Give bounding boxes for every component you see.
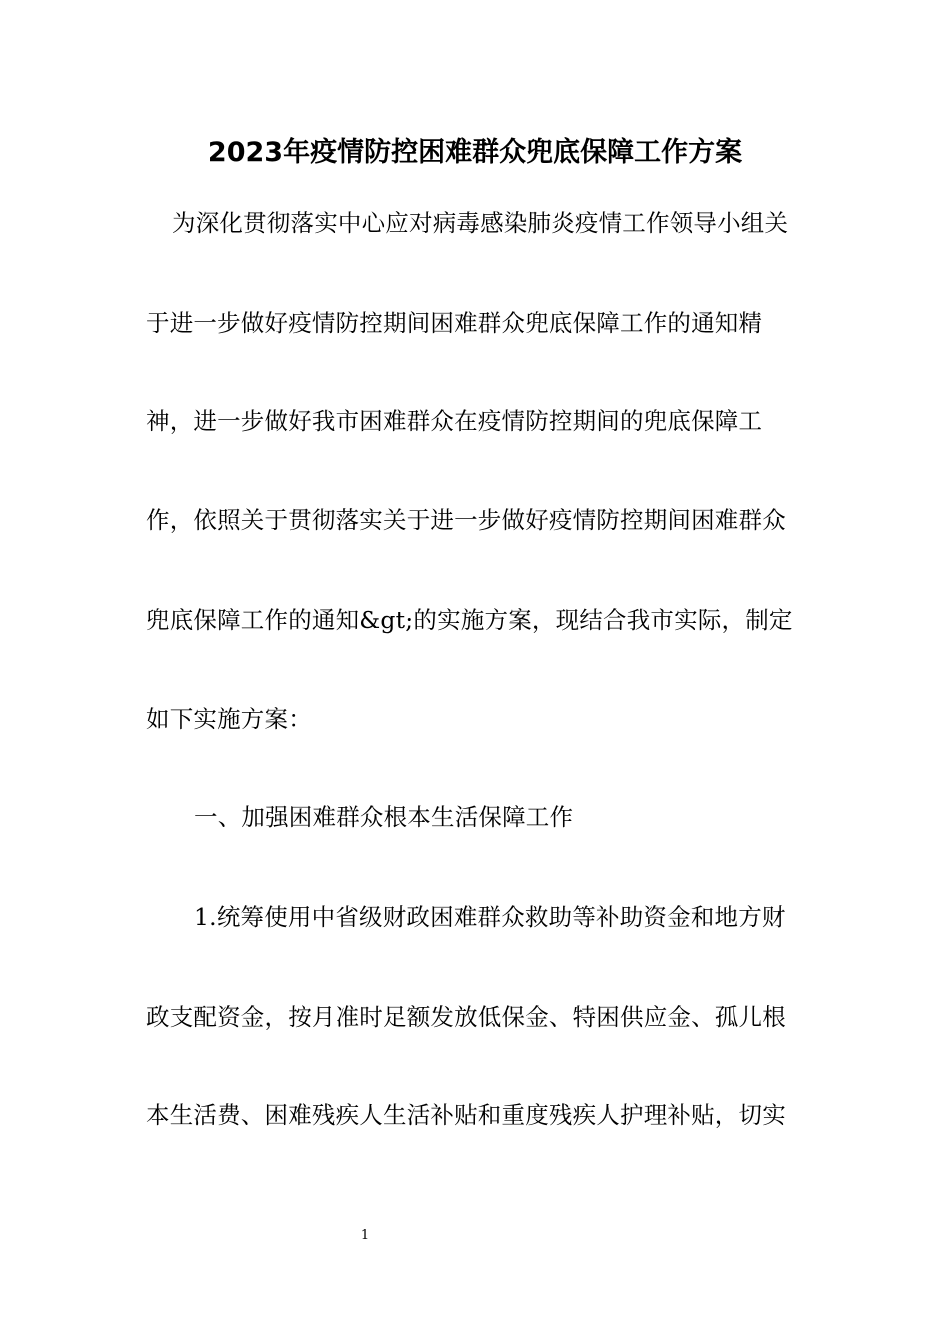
body-line-3: 神，进一步做好我市困难群众在疫情防控期间的兜底保障工: [146, 407, 763, 435]
body-line-6: 如下实施方案：: [146, 705, 312, 733]
body-line-2: 于进一步做好疫情防控期间困难群众兜底保障工作的通知精: [146, 309, 763, 337]
body-line-4: 作，依照关于贯彻落实关于进一步做好疫情防控期间困难群众: [146, 506, 786, 534]
body-line-8: 1.统筹使用中省级财政困难群众救助等补助资金和地方财: [194, 903, 786, 931]
body-line-9: 政支配资金，按月准时足额发放低保金、特困供应金、孤儿根: [146, 1003, 786, 1031]
section-heading-1: 一、加强困难群众根本生活保障工作: [194, 803, 574, 831]
body-line-1: 为深化贯彻落实中心应对病毒感染肺炎疫情工作领导小组关: [172, 209, 789, 237]
body-line-10: 本生活费、困难残疾人生活补贴和重度残疾人护理补贴，切实: [146, 1101, 786, 1129]
page-number: 1: [360, 1228, 370, 1243]
body-line-5: 兜底保障工作的通知&gt;的实施方案，现结合我市实际，制定: [146, 606, 793, 634]
document-title: 2023年疫情防控困难群众兜底保障工作方案: [207, 137, 743, 168]
